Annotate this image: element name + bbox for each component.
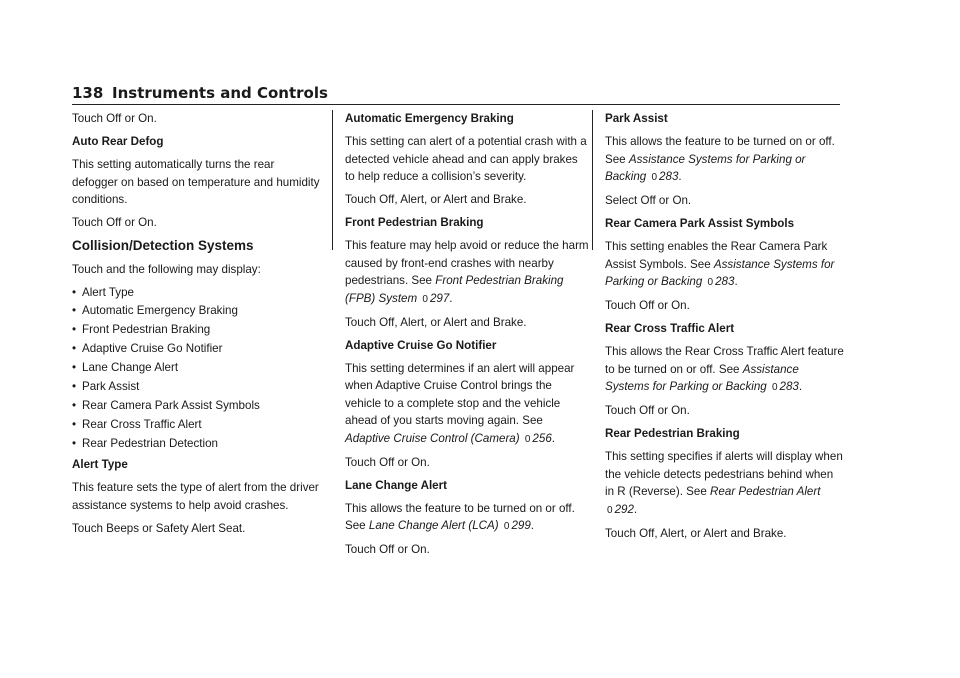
page-ref-number[interactable]: 283	[779, 380, 799, 393]
page-header	[72, 84, 840, 106]
cross-reference-link[interactable]: Front Pedestrian Braking (FPB) System	[345, 274, 564, 305]
page-ref-icon: 0	[651, 172, 658, 183]
cross-reference-link[interactable]: Assistance Systems for Parking or Backing	[605, 152, 806, 183]
list-item: • Rear Pedestrian Detection	[72, 435, 322, 453]
list-item: • Rear Camera Park Assist Symbols	[72, 397, 322, 415]
paragraph: This allows the feature to be turned on or off. See Assistance Systems for Parking or Backing 0 283.	[605, 135, 835, 183]
list-item: • Park Assist	[72, 378, 322, 396]
column-1	[72, 110, 322, 543]
page-ref-number[interactable]: 283	[715, 275, 735, 288]
text: This allows the feature to be turned on or off. See	[345, 501, 575, 532]
list-item: • Adaptive Cruise Go Notifier	[72, 340, 322, 358]
paragraph: This setting enables the Rear Camera Park Assist Symbols. See Assistance Systems for Parking or Backing 0 283.	[605, 240, 835, 288]
paragraph: This allows the Rear Cross Traffic Alert feature to be turned on or off. See Assistance Systems for Parking or Backing 0 283.	[605, 345, 844, 393]
paragraph: Touch Beeps or Safety Alert Seat.	[72, 521, 246, 535]
subheading-park-assist: Park Assist	[605, 112, 668, 125]
paragraph: This allows the feature to be turned on or off. See Lane Change Alert (LCA) 0 299.	[345, 501, 575, 532]
subheading-fpb: Front Pedestrian Braking	[345, 216, 484, 229]
page-ref-icon: 0	[771, 382, 778, 393]
paragraph: Touch Off or On.	[345, 543, 430, 556]
list-item: • Alert Type	[72, 284, 322, 302]
page-ref-icon: 0	[503, 521, 510, 532]
subheading-lca: Lane Change Alert	[345, 478, 447, 492]
paragraph: Touch Off or On.	[605, 404, 690, 417]
paragraph: Touch Off or On.	[72, 216, 157, 229]
text: This setting enables the Rear Camera Park Assist Symbols. See	[605, 240, 828, 271]
cross-reference-link[interactable]: Adaptive Cruise Control (Camera)	[345, 431, 520, 445]
paragraph: This setting automatically turns the rear defogger on based on temperature and humidity conditions.	[72, 158, 320, 206]
page-title: Instruments and Controls	[112, 84, 328, 102]
subheading-alert-type: Alert Type	[72, 458, 128, 472]
bullet-list	[72, 284, 322, 453]
paragraph: Touch Off or On.	[345, 455, 430, 469]
column-divider	[332, 110, 333, 250]
text: This setting determines if an alert will appear when Adaptive Cruise Control brings the vehicle to a complete stop and the vehicle ahead of you starts moving again. See	[345, 361, 575, 427]
cross-reference-link[interactable]: Assistance Systems for Parking or Backing	[605, 362, 799, 393]
page-ref-icon: 0	[524, 433, 531, 445]
text: This allows the feature to be turned on or off. See	[605, 135, 835, 166]
page-ref-icon: 0	[707, 277, 714, 288]
subheading-rcta: Rear Cross Traffic Alert	[605, 322, 735, 335]
subheading-aeb: Automatic Emergency Braking	[345, 112, 514, 125]
list-item: • Front Pedestrian Braking	[72, 321, 322, 339]
list-item: • Automatic Emergency Braking	[72, 302, 322, 320]
column-2	[345, 110, 590, 564]
text: This allows the Rear Cross Traffic Alert feature to be turned on or off. See	[605, 345, 844, 376]
paragraph: This setting can alert of a potential crash with a detected vehicle ahead and can apply brakes to help reduce a collision’s severity.	[345, 135, 587, 183]
list-item: • Lane Change Alert	[72, 359, 322, 377]
text: This setting specifies if alerts will display when the vehicle detects pedestrians behind when in R (Reverse). See	[605, 450, 843, 498]
paragraph: Touch Off or On.	[72, 112, 157, 125]
paragraph: Touch Off or On.	[605, 299, 690, 312]
page-ref-number[interactable]: 299	[511, 519, 531, 532]
text: This feature may help avoid or reduce the harm caused by front-end crashes with nearby pedestrians. See	[345, 239, 589, 287]
column-3	[605, 110, 845, 548]
subheading-acgn: Adaptive Cruise Go Notifier	[345, 338, 497, 352]
subheading-rcpas: Rear Camera Park Assist Symbols	[605, 217, 795, 230]
page-ref-number[interactable]: 297	[429, 291, 450, 305]
page-ref-icon: 0	[607, 504, 613, 516]
paragraph: Touch Off, Alert, or Alert and Brake.	[345, 315, 527, 329]
paragraph: This feature may help avoid or reduce the harm caused by front-end crashes with nearby pedestrians. See Front Pedestrian Braking (FPB) System 0 297.	[345, 239, 589, 305]
paragraph: This setting determines if an alert will appear when Adaptive Cruise Control brings the vehicle to a complete stop and the vehicle ahead of you starts moving again. See Adaptive Cruise Control (Camera) 0 256.	[345, 361, 575, 445]
cross-reference-link[interactable]: Assistance Systems for Parking or Backing	[605, 257, 835, 288]
paragraph: Select Off or On.	[605, 194, 692, 207]
paragraph: Touch Off, Alert, or Alert and Brake.	[345, 193, 527, 206]
list-item: • Rear Cross Traffic Alert	[72, 416, 322, 434]
page-number: 138	[72, 84, 104, 102]
paragraph: Touch Off, Alert, or Alert and Brake.	[605, 526, 787, 540]
cross-reference-link[interactable]: Rear Pedestrian Alert	[710, 485, 821, 498]
paragraph: This feature sets the type of alert from the driver assistance systems to help avoid crashes.	[72, 481, 319, 512]
section-heading: Collision/Detection Systems	[72, 238, 254, 253]
page-ref-number[interactable]: 292	[614, 502, 634, 516]
paragraph: This setting specifies if alerts will display when the vehicle detects pedestrians behind when in R (Reverse). See Rear Pedestrian Alert 0 292.	[605, 450, 843, 516]
cross-reference-link[interactable]: Lane Change Alert (LCA)	[368, 519, 499, 532]
paragraph: Touch and the following may display:	[72, 262, 261, 276]
page-ref-number[interactable]: 256	[532, 431, 552, 445]
column-divider	[592, 110, 593, 250]
page-ref-number[interactable]: 283	[659, 170, 679, 183]
header-rule	[72, 104, 840, 105]
subheading-auto-rear-defog: Auto Rear Defog	[72, 135, 164, 148]
page-ref-icon: 0	[422, 293, 428, 305]
subheading-rpb: Rear Pedestrian Braking	[605, 427, 740, 440]
